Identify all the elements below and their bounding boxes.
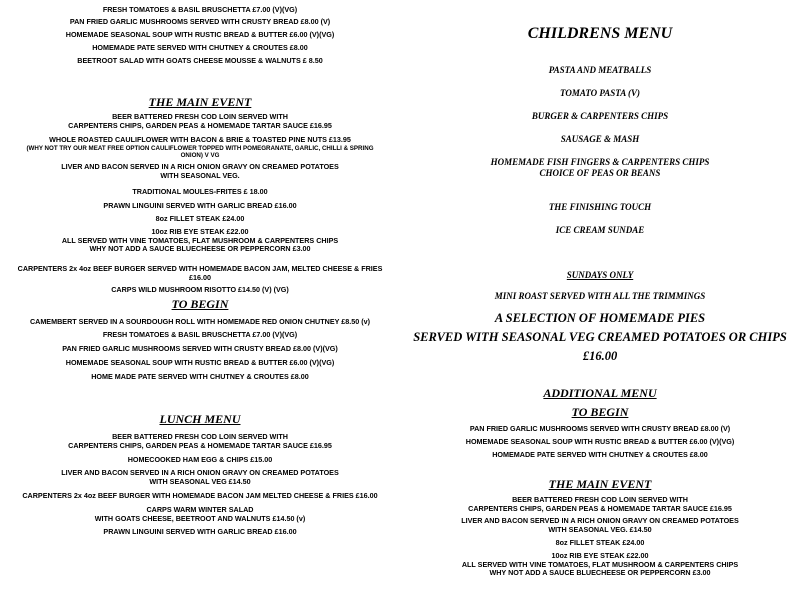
- menu-item: HOME MADE PATE SERVED WITH CHUTNEY & CROUTES £8.00: [91, 372, 309, 381]
- menu-item: CARPENTERS 2x 4oz BEEF BURGER WITH HOMEMADE BACON JAM MELTED CHEESE & FRIES £16.00: [22, 491, 378, 500]
- menu-item-line: WITH SEASONAL VEG.: [160, 170, 240, 180]
- menu-item: TRADITIONAL MOULES-FRITES £ 18.00: [132, 187, 268, 196]
- menu-item: [0, 136, 400, 159]
- menu-item: HOMEMADE SEASONAL SOUP WITH RUSTIC BREAD & BUTTER £6.00 (V)(VG): [465, 437, 735, 446]
- section-heading-main-event: THE MAIN EVENT: [148, 95, 252, 109]
- menu-item-line: BEER BATTERED FRESH COD LOIN SERVED WITH: [112, 112, 288, 121]
- menu-item: [0, 228, 400, 254]
- menu-item: [0, 113, 400, 130]
- menu-item: HOMEMADE PATE SERVED WITH CHUTNEY & CROUTES £8.00: [492, 450, 708, 459]
- menu-item-line: 10oz RIB EYE STEAK £22.00: [151, 227, 249, 236]
- menu-item-line: WITH SEASONAL VEG £14.50: [149, 476, 251, 486]
- menu-item-line: BEER BATTERED FRESH COD LOIN SERVED WITH: [512, 495, 688, 504]
- menu-item: [400, 496, 800, 513]
- menu-item-line: WHOLE ROASTED CAULIFLOWER WITH BACON & BRIE & TOASTED PINE NUTS £13.95: [49, 135, 351, 144]
- menu-item: [0, 163, 400, 180]
- menu-item: CAMEMBERT SERVED IN A SOURDOUGH ROLL WITH HOMEMADE RED ONION CHUTNEY £8.50 (v): [29, 317, 371, 326]
- menu-item-line: CARPS WARM WINTER SALAD: [146, 505, 254, 514]
- menu-item: ICE CREAM SUNDAE: [555, 225, 645, 235]
- menu-item: HOMEMADE PATE SERVED WITH CHUTNEY & CROUTES £8.00: [92, 43, 308, 52]
- menu-item: SAUSAGE & MASH: [560, 134, 640, 144]
- menu-item: CARPS WILD MUSHROOM RISOTTO £14.50 (V) (VG): [111, 285, 289, 294]
- pies-price: £16.00: [582, 349, 618, 363]
- menu-item-line: 10oz RIB EYE STEAK £22.00: [551, 551, 649, 560]
- menu-item-line: WITH GOATS CHEESE, BEETROOT AND WALNUTS £14.50 (v): [94, 513, 306, 523]
- section-heading-to-begin: TO BEGIN: [171, 297, 229, 311]
- menu-item-line: CARPENTERS CHIPS, GARDEN PEAS & HOMEMADE TARTAR SAUCE £16.95: [68, 440, 332, 450]
- section-heading-main-event: THE MAIN EVENT: [548, 477, 652, 491]
- menu-item-line: LIVER AND BACON SERVED IN A RICH ONION GRAVY ON CREAMED POTATOES: [61, 468, 339, 477]
- section-heading-to-begin: TO BEGIN: [571, 405, 629, 419]
- menu-item: PAN FRIED GARLIC MUSHROOMS SERVED WITH CRUSTY BREAD £8.00 (V): [69, 17, 331, 26]
- menu-item-line: £16.00: [189, 272, 211, 282]
- menu-item: HOMEMADE SEASONAL SOUP WITH RUSTIC BREAD & BUTTER £6.00 (V)(VG): [65, 30, 335, 39]
- menu-item: [400, 552, 800, 578]
- menu-item-line: CARPENTERS CHIPS, GARDEN PEAS & HOMEMADE TARTAR SAUCE £16.95: [468, 503, 732, 513]
- menu-item: HOMECOOKED HAM EGG & CHIPS £15.00: [127, 455, 273, 464]
- menu-item-line: LIVER AND BACON SERVED IN A RICH ONION GRAVY ON CREAMED POTATOES: [461, 516, 739, 525]
- menu-item-line: ALL SERVED WITH VINE TOMATOES, FLAT MUSHROOM & CARPENTERS CHIPS: [61, 235, 339, 245]
- section-heading-childrens-menu: CHILDRENS MENU: [527, 25, 673, 42]
- menu-item-line: WITH SEASONAL VEG. £14.50: [548, 524, 652, 534]
- menu-item: [0, 469, 400, 486]
- menu-item: [0, 265, 400, 282]
- section-heading-additional-menu: ADDITIONAL MENU: [543, 386, 657, 400]
- menu-item: 8oz FILLET STEAK £24.00: [555, 538, 645, 547]
- menu-item-line: ONION) V VG: [180, 152, 220, 159]
- section-heading-lunch-menu: LUNCH MENU: [159, 412, 241, 426]
- menu-item: PASTA AND MEATBALLS: [548, 65, 652, 75]
- pies-line: SERVED WITH SEASONAL VEG CREAMED POTATOES OR CHIPS: [413, 330, 787, 344]
- menu-item: 8oz FILLET STEAK £24.00: [155, 214, 245, 223]
- menu-item: HOMEMADE FISH FINGERS & CARPENTERS CHIPS: [490, 157, 710, 167]
- menu-item: BURGER & CARPENTERS CHIPS: [531, 111, 669, 121]
- menu-item: PRAWN LINGUINI SERVED WITH GARLIC BREAD £16.00: [103, 527, 297, 536]
- menu-item: MINI ROAST SERVED WITH ALL THE TRIMMINGS: [494, 291, 706, 299]
- menu-item: FRESH TOMATOES & BASIL BRUSCHETTA £7.00 (V)(VG): [102, 330, 298, 339]
- menu-item: HOMEMADE SEASONAL SOUP WITH RUSTIC BREAD & BUTTER £6.00 (V)(VG): [65, 358, 335, 367]
- menu-item: [0, 433, 400, 450]
- menu-item: PRAWN LINGUINI SERVED WITH GARLIC BREAD £16.00: [103, 201, 297, 210]
- menu-item: FRESH TOMATOES & BASIL BRUSCHETTA £7.00 (V)(VG): [102, 5, 298, 14]
- menu-item: PAN FRIED GARLIC MUSHROOMS SERVED WITH CRUSTY BREAD £8.00 (V): [469, 424, 731, 433]
- menu-item-line: ALL SERVED WITH VINE TOMATOES, FLAT MUSHROOM & CARPENTERS CHIPS: [461, 559, 739, 569]
- menu-item-line: WHY NOT ADD A SAUCE BLUECHEESE OR PEPPERCORN £3.00: [89, 244, 311, 254]
- menu-item: PAN FRIED GARLIC MUSHROOMS SERVED WITH CRUSTY BREAD £8.00 (V)(VG): [62, 344, 338, 353]
- pies-line: A SELECTION OF HOMEMADE PIES: [494, 311, 706, 325]
- menu-item: CHOICE OF PEAS OR BEANS: [539, 168, 661, 178]
- menu-item: BEETROOT SALAD WITH GOATS CHEESE MOUSSE & WALNUTS £ 8.50: [77, 56, 323, 65]
- menu-item-clipped: [400, 290, 800, 299]
- menu-item-line: CARPENTERS CHIPS, GARDEN PEAS & HOMEMADE TARTAR SAUCE £16.95: [68, 120, 332, 130]
- section-heading-sundays-only: SUNDAYS ONLY: [566, 270, 634, 280]
- menu-item: TOMATO PASTA (V): [559, 88, 641, 98]
- menu-item-line: BEER BATTERED FRESH COD LOIN SERVED WITH: [112, 432, 288, 441]
- menu-item-line: WHY NOT ADD A SAUCE BLUECHEESE OR PEPPERCORN £3.00: [489, 568, 711, 578]
- menu-item-line: CARPENTERS 2x 4oz BEEF BURGER SERVED WITH HOMEMADE BACON JAM, MELTED CHEESE & FRIES: [17, 264, 383, 273]
- menu-item: THE FINISHING TOUCH: [548, 202, 652, 212]
- menu-item-line: (WHY NOT TRY OUR MEAT FREE OPTION CAULIFLOWER TOPPED WITH POMEGRANATE, GARLIC, CHILLI & SPRING: [26, 144, 374, 152]
- menu-item: [0, 506, 400, 523]
- menu-item-line: LIVER AND BACON SERVED IN A RICH ONION GRAVY ON CREAMED POTATOES: [61, 162, 339, 171]
- menu-item: [400, 517, 800, 534]
